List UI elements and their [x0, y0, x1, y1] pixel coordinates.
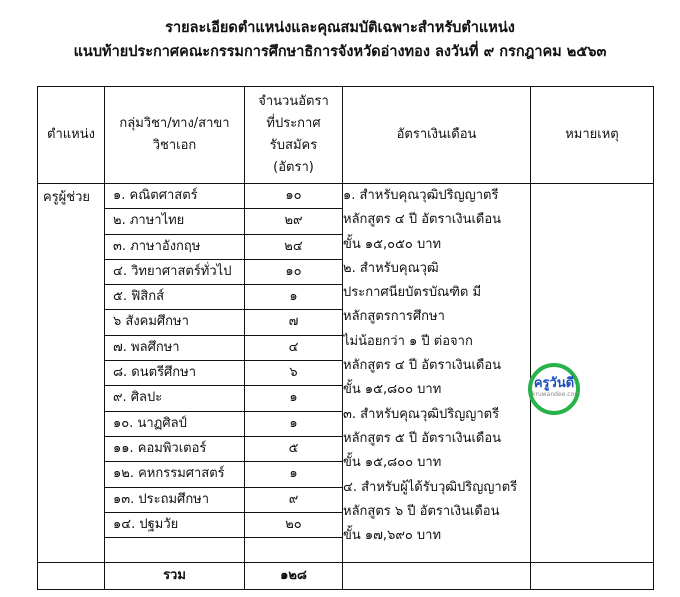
salary-line: ๓. สำหรับคุณวุฒิปริญญาตรี	[343, 406, 500, 422]
salary-line: ขั้น ๑๕,๐๕๐ บาท	[343, 236, 442, 252]
total-row	[38, 563, 654, 590]
salary-line: หลักสูตร ๔ ปี อัตราเงินเดือน	[343, 212, 502, 228]
salary-line: ไม่น้อยกว่า ๑ ปี ต่อจาก	[343, 333, 473, 349]
header-count-line: (อัตรา)	[273, 160, 314, 175]
subject-row: ๖ สังคมศึกษา	[105, 310, 244, 335]
count-row: ๑๐	[245, 260, 342, 285]
count-row: ๑	[245, 386, 342, 411]
count-list	[245, 184, 343, 563]
header-subject-line: วิชาเอก	[152, 138, 197, 153]
subject-list	[105, 184, 245, 563]
header-position: ตำแหน่ง	[38, 87, 105, 184]
document-subtitle: แนบท้ายประกาศคณะกรรมการศึกษาธิการจังหวัดอ่างทอง ลงวันที่ ๙ กรกฎาคม ๒๕๖๓	[73, 44, 607, 60]
salary-line: ๑. สำหรับคุณวุฒิปริญญาตรี	[343, 188, 499, 203]
subject-row: ๗. พลศึกษา	[105, 336, 244, 361]
salary-line: ๒. สำหรับคุณวุฒิ	[343, 260, 439, 276]
subject-row: ๒. ภาษาไทย	[105, 209, 244, 234]
watermark-subtext: kruwandee.com	[532, 391, 581, 398]
count-row: ๒๔	[245, 235, 342, 260]
count-row: ๑๐	[245, 184, 342, 209]
salary-cell	[343, 184, 531, 563]
count-row: ๙	[245, 488, 342, 513]
salary-line: ประกาศนียบัตรบัณฑิต มี	[343, 285, 482, 301]
watermark-logo	[528, 363, 580, 415]
salary-line: หลักสูตร ๔ ปี อัตราเงินเดือน	[343, 358, 502, 374]
count-row: ๒๙	[245, 209, 342, 234]
salary-line: หลักสูตรการศึกษา	[343, 309, 445, 325]
header-count-line: รับสมัคร	[269, 138, 318, 153]
count-row: ๑	[245, 285, 342, 310]
subject-row: ๓. ภาษาอังกฤษ	[105, 235, 244, 260]
subject-row: ๑๒. คหกรรมศาสตร์	[105, 462, 244, 487]
salary-line: ๔. สำหรับผู้ได้รับวุฒิปริญญาตรี	[343, 479, 518, 495]
count-row: ๔	[245, 336, 342, 361]
subject-row	[105, 538, 244, 562]
salary-line: หลักสูตร ๖ ปี อัตราเงินเดือน	[343, 503, 500, 519]
subject-row: ๑๐. นาฏศิลป์	[105, 412, 244, 437]
position-table	[37, 86, 654, 590]
total-empty-cell	[343, 563, 531, 590]
count-row: ๖	[245, 361, 342, 386]
count-row	[245, 538, 342, 562]
total-empty-cell	[38, 563, 105, 590]
count-row: ๑	[245, 462, 342, 487]
count-row: ๗	[245, 310, 342, 335]
salary-line: หลักสูตร ๕ ปี อัตราเงินเดือน	[343, 430, 502, 446]
subject-row: ๑๑. คอมพิวเตอร์	[105, 437, 244, 462]
subject-row: ๑๓. ประถมศึกษา	[105, 488, 244, 513]
salary-line: ขั้น ๑๕,๘๐๐ บาท	[343, 382, 442, 398]
salary-line: ขั้น ๑๗,๖๙๐ บาท	[343, 528, 442, 544]
total-count: ๑๒๘	[245, 563, 343, 590]
header-count-line: ที่ประกาศ	[266, 116, 321, 131]
header-count-line: จำนวนอัตรา	[258, 94, 329, 109]
header-count	[245, 87, 343, 184]
document-title: รายละเอียดตำแหน่งและคุณสมบัติเฉพาะสำหรับตำแหน่ง	[165, 20, 515, 36]
position-cell: ครูผู้ช่วย	[38, 184, 105, 563]
watermark-text: ครูวันดี	[533, 376, 575, 391]
subject-row: ๕. ฟิสิกส์	[105, 285, 244, 310]
table-header-row	[38, 87, 654, 184]
count-row: ๒๐	[245, 513, 342, 538]
header-remark: หมายเหตุ	[531, 87, 654, 184]
header-salary: อัตราเงินเดือน	[343, 87, 531, 184]
subject-row: ๑๔. ปฐมวัย	[105, 513, 244, 538]
subject-row: ๙. ศิลปะ	[105, 386, 244, 411]
total-empty-cell	[531, 563, 654, 590]
salary-line: ขั้น ๑๕,๘๐๐ บาท	[343, 455, 442, 471]
total-label: รวม	[105, 563, 245, 590]
count-row: ๕	[245, 437, 342, 462]
subject-row: ๑. คณิตศาสตร์	[105, 184, 244, 209]
header-subject	[105, 87, 245, 184]
subject-row: ๔. วิทยาศาสตร์ทั่วไป	[105, 260, 244, 285]
subject-row: ๘. ดนตรีศึกษา	[105, 361, 244, 386]
header-subject-line: กลุ่มวิชา/ทาง/สาขา	[119, 116, 230, 131]
count-row: ๑	[245, 412, 342, 437]
